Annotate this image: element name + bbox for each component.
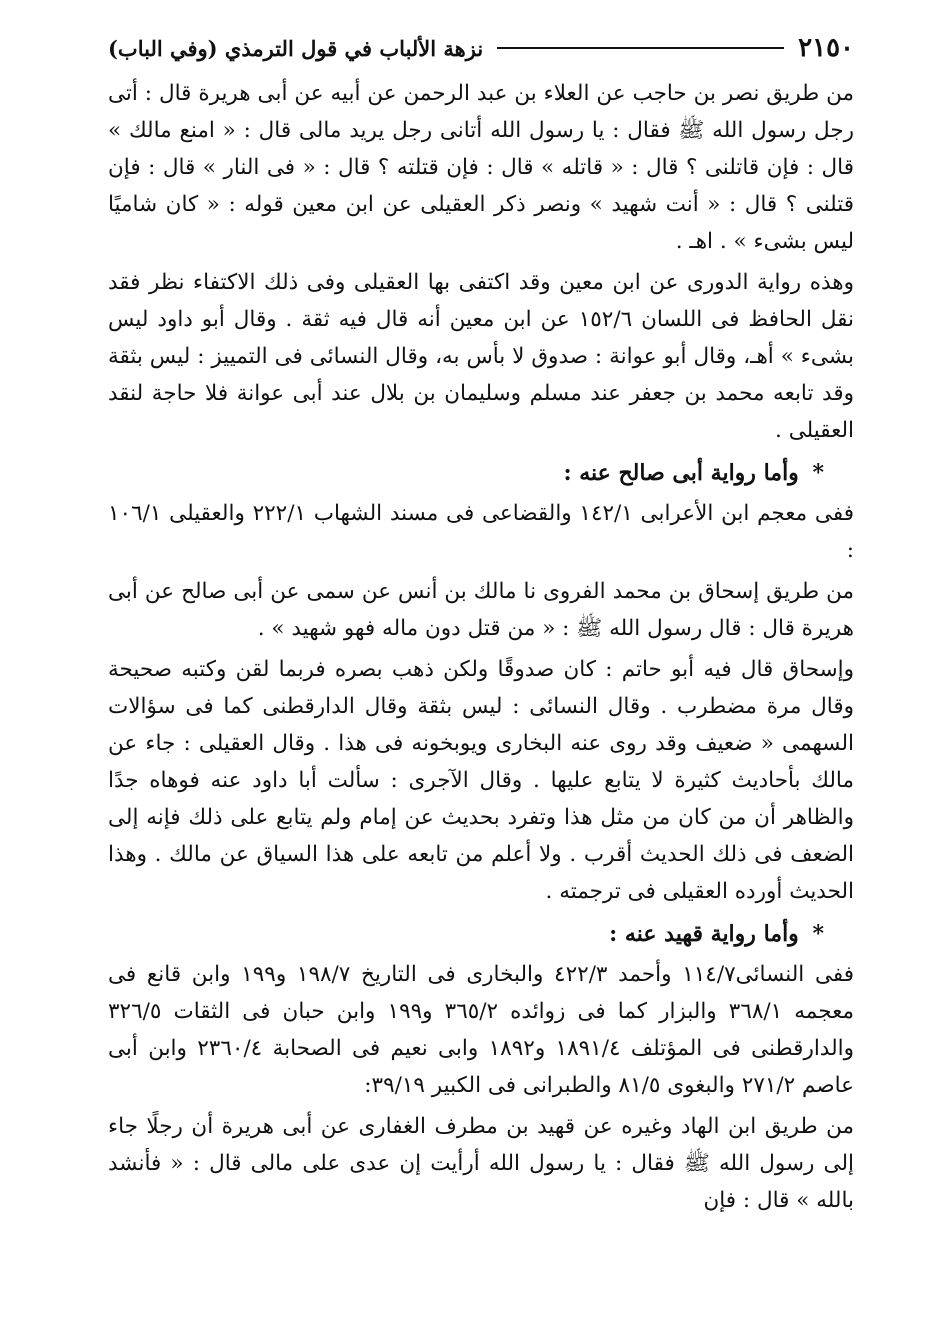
paragraph: وإسحاق قال فيه أبو حاتم : كان صدوقًا ولكن ذهب بصره فربما لقن وكتبه صحيحة وقال مرة مضطرب . وقال النسائى : ليس بثقة وقال الدارقطنى كما فى سؤالات السهمى « ضعيف وقد روى عنه البخارى ويوبخونه فى هذا . وقال العقيلى : جاء عن مالك بأحاديث كثيرة لا يتابع عليها . وقال الآجرى : سألت أبا داود عنه فوهاه جدًا والظاهر أن من كان من مثل هذا وتفرد بحديث عن إمام ولم يتابع على ذلك فإنه إلى الضعف فى ذلك الحديث أقرب . ولا أعلم من تابعه على هذا السياق عن مالك . وهذا الحديث أورده العقيلى فى ترجمته .	[108, 657, 854, 904]
section-heading-text: وأما رواية قهيد عنه :	[609, 921, 799, 947]
paragraph: من طريق إسحاق بن محمد الفروى نا مالك بن أنس عن سمى عن أبى صالح عن أبى هريرة قال : قال رسول الله ﷺ : « من قتل دون ماله فهو شهيد » .	[108, 579, 854, 641]
section-heading	[108, 914, 824, 954]
paragraph: ففى النسائى١١٤/٧ وأحمد ٤٢٢/٣ والبخارى فى التاريخ ١٩٨/٧ و١٩٩ وابن قانع فى معجمه ٣٦٨/١ والبزار كما فى زوائده ٣٦٥/٢ و١٩٩ وابن حبان فى الثقات ٣٢٦/٥ والدارقطنى فى المؤتلف ١٨٩١/٤ و١٨٩٢ وابى نعيم فى الصحابة ٢٣٦٠/٤ وابن أبى عاصم ٢٧١/٢ والبغوى ٨١/٥ والطبرانى فى الكبير ٣٩/١٩:	[108, 962, 855, 1098]
star-symbol: *	[812, 921, 824, 947]
page-header	[108, 28, 854, 68]
header-rule	[497, 47, 784, 49]
paragraph: من طريق نصر بن حاجب عن العلاء بن عبد الرحمن عن أبيه عن أبى هريرة قال : أتى رجل رسول الله ﷺ فقال : يا رسول الله أتانى رجل يريد مالى قال : « امنع مالك » قال : فإن قاتلنى ؟ قال : « قاتله » قال : فإن قتلته ؟ قال : « فى النار » قال : فإن قتلنى ؟ قال : « أنت شهيد » ونصر ذكر العقيلى عن ابن معين قوله : « كان شاميًا ليس بشىء » . اهـ .	[108, 81, 854, 254]
paragraph: من طريق ابن الهاد وغيره عن قهيد بن مطرف الغفارى عن أبى هريرة أن رجلًا جاء إلى رسول الله ﷺ فقال : يا رسول الله أرأيت إن عدى على مالى قال : « فأنشد بالله » قال : فإن	[108, 1114, 854, 1213]
section-heading-text: وأما رواية أبى صالح عنه :	[563, 460, 799, 486]
page-number: ٢١٥٠	[798, 33, 854, 63]
running-title: نزهة الألباب في قول الترمذي (وفي الباب)	[108, 35, 484, 61]
star-symbol: *	[812, 460, 824, 486]
section-heading	[108, 453, 824, 493]
page-body	[108, 75, 854, 1223]
paragraph: ففى معجم ابن الأعرابى ١٤٢/١ والقضاعى فى مسند الشهاب ٢٢٢/١ والعقيلى ١٠٦/١ :	[108, 501, 854, 563]
paragraph: وهذه رواية الدورى عن ابن معين وقد اكتفى بها العقيلى وفى ذلك الاكتفاء نظر فقد نقل الحافظ فى اللسان ١٥٢/٦ عن ابن معين أنه قال فيه ثقة . وقال أبو داود ليس بشىء » أهـ، وقال أبو عوانة : صدوق لا بأس به، وقال النسائى فى التمييز : ليس بثقة وقد تابعه محمد بن جعفر عند مسلم وسليمان بن بلال عند أبى عوانة فلا حاجة لنقد العقيلى .	[108, 270, 854, 443]
